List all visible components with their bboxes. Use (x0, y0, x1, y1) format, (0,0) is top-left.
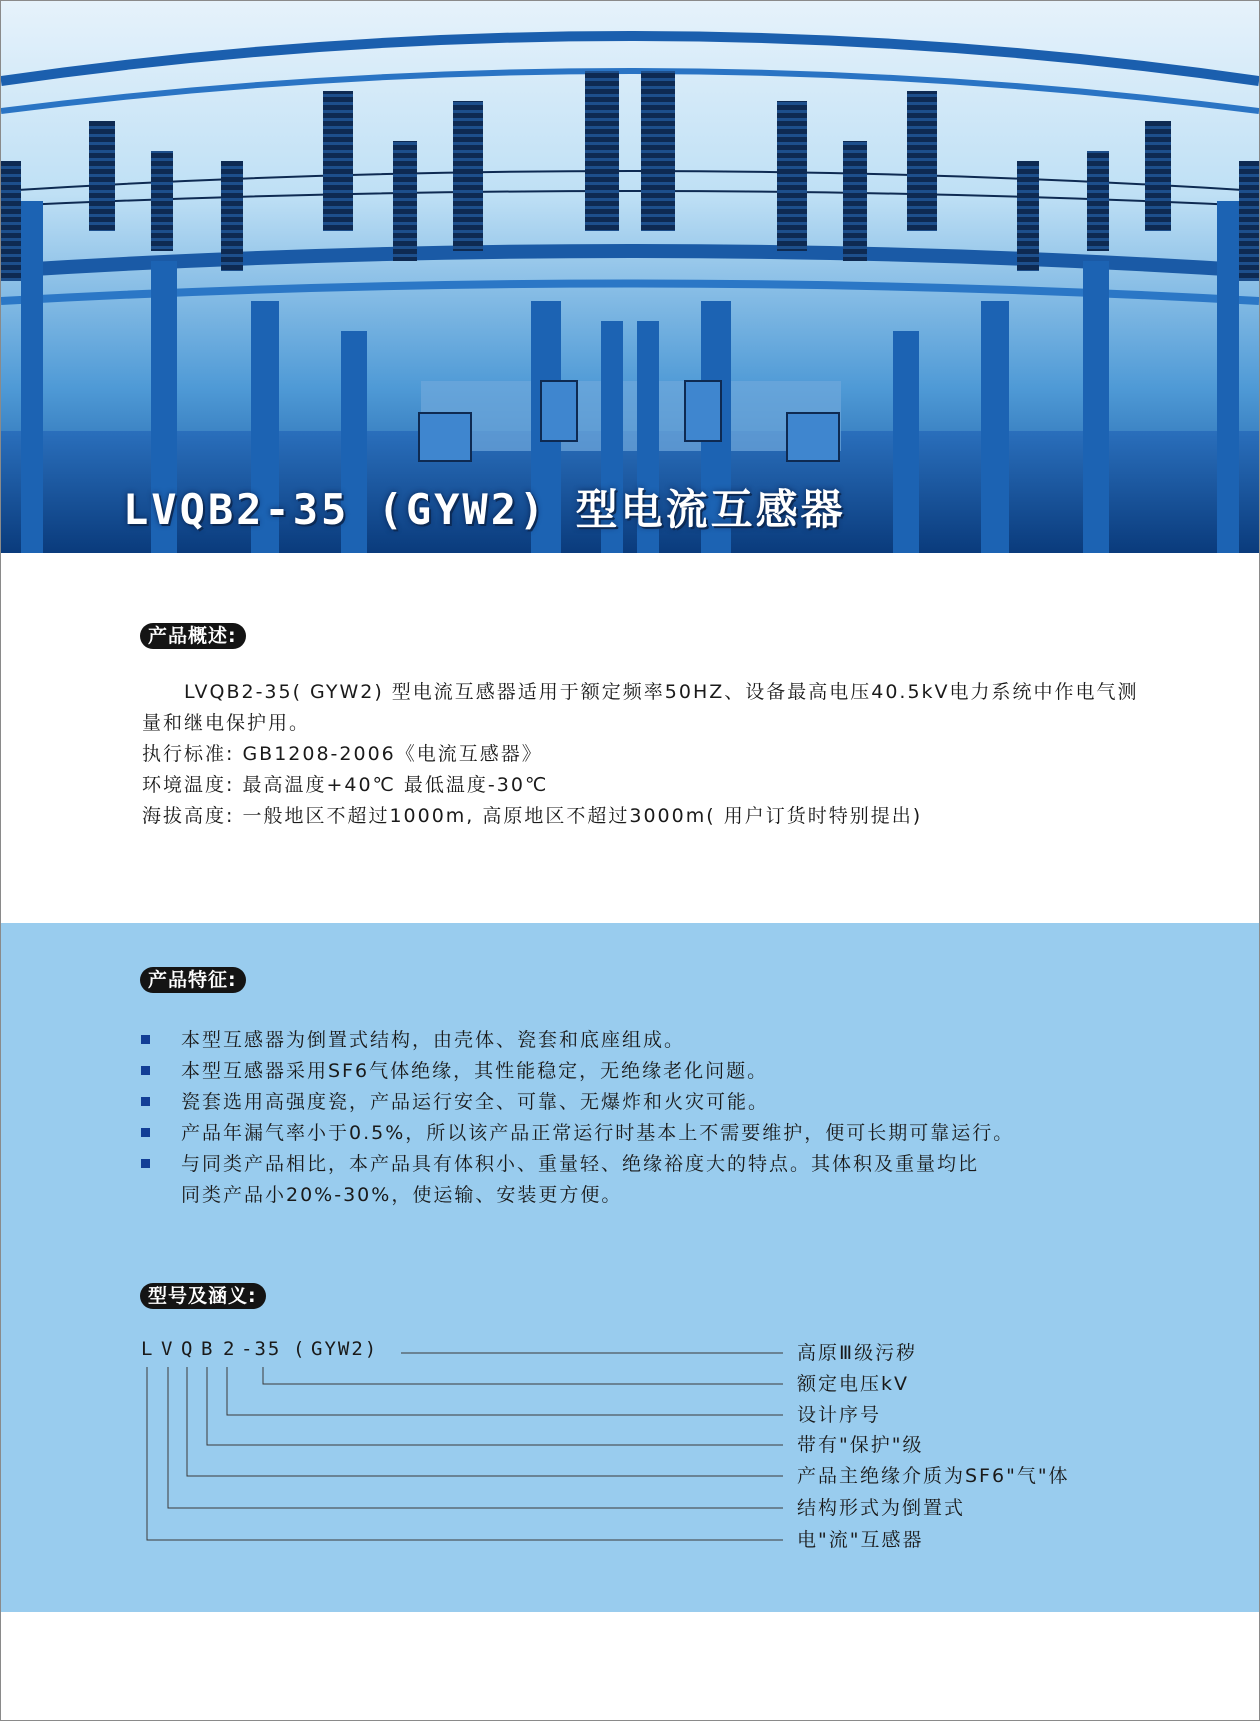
code-35: -35 (241, 1338, 282, 1360)
product-title: LVQB2-35 (GYW2) 型电流互感器 (123, 485, 846, 534)
meaning-design-no: 设计序号 (797, 1404, 882, 1426)
meaning-pollution: 高原Ⅲ级污秽 (797, 1342, 918, 1364)
list-item: 与同类产品相比，本产品具有体积小、重量轻、绝缘裕度大的特点。其体积及重量均比同类产品小20%-30%，使运输、安装更方便。 (139, 1149, 1139, 1211)
meaning-voltage: 额定电压kV (797, 1373, 910, 1395)
overview-temperature: 环境温度: 最高温度+40℃ 最低温度-30℃ (142, 774, 549, 796)
code-l: L (141, 1338, 155, 1360)
code-2: 2 (223, 1338, 237, 1360)
overview-altitude: 海拔高度: 一般地区不超过1000m, 高原地区不超过3000m( 用户订货时特别提出) (142, 805, 923, 827)
list-item: 产品年漏气率小于0.5%，所以该产品正常运行时基本上不需要维护，便可长期可靠运行。 (139, 1118, 1139, 1149)
code-b: B (201, 1338, 215, 1360)
features-heading: 产品特征: (140, 967, 246, 993)
overview-standard: 执行标准: GB1208-2006《电流互感器》 (142, 743, 543, 765)
code-paren: ( (293, 1338, 307, 1360)
model-heading: 型号及涵义: (140, 1283, 266, 1309)
meaning-current-transformer: 电"流"互感器 (797, 1529, 924, 1551)
model-connector-lines (1, 1, 1259, 1721)
list-item: 本型互感器采用SF6气体绝缘，其性能稳定，无绝缘老化问题。 (139, 1056, 1139, 1087)
code-v: V (161, 1338, 175, 1360)
overview-description: LVQB2-35( GYW2) 型电流互感器适用于额定频率50HZ、设备最高电压40.5kV电力系统中作电气测量和继电保护用。 (142, 681, 1139, 734)
list-item: 本型互感器为倒置式结构，由壳体、瓷套和底座组成。 (139, 1025, 1139, 1056)
meaning-sf6: 产品主绝缘介质为SF6"气"体 (797, 1465, 1070, 1487)
meaning-protection: 带有"保护"级 (797, 1434, 924, 1456)
list-item: 瓷套选用高强度瓷，产品运行安全、可靠、无爆炸和火灾可能。 (139, 1087, 1139, 1118)
code-gyw2: GYW2) (311, 1338, 379, 1360)
meaning-inverted: 结构形式为倒置式 (797, 1497, 966, 1519)
overview-heading: 产品概述: (140, 623, 246, 649)
code-q: Q (181, 1338, 195, 1360)
